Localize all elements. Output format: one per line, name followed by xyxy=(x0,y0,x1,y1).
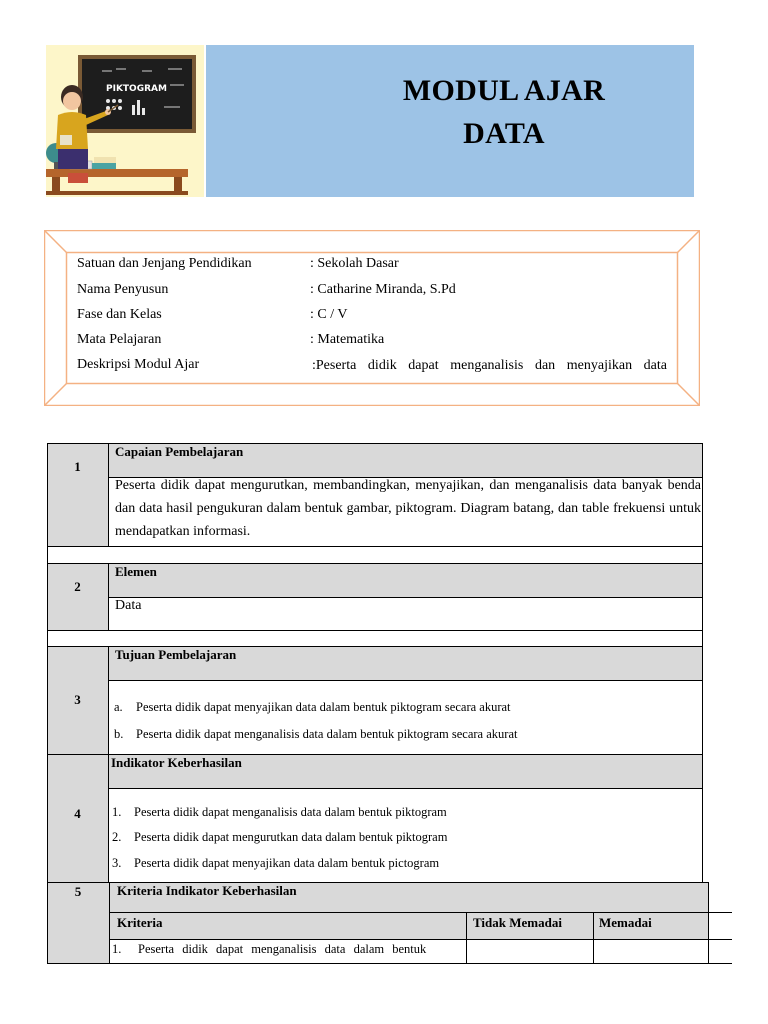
section-number: 4 xyxy=(74,806,81,821)
info-label: Fase dan Kelas xyxy=(77,307,162,322)
info-label: Nama Penyusun xyxy=(77,282,169,297)
list-item: 1. Peserta didik dapat menganalisis data dalam bentuk piktogram xyxy=(112,805,447,819)
section-number: 1 xyxy=(74,459,81,474)
info-description: :Peserta didik dapat menganalisis dan menyajikan data xyxy=(312,358,667,373)
section-number: 3 xyxy=(74,692,81,707)
section-body: Data xyxy=(115,598,142,613)
criteria-row-1: 1. Peserta didik dapat menganalisis data dalam bentuk xyxy=(112,942,427,956)
list-item: b. Peserta didik dapat menganalisis data dalam bentuk piktogram secara akurat xyxy=(114,727,518,741)
adequate-column-header: Memadai xyxy=(599,915,652,930)
number-cell-2 xyxy=(47,563,108,630)
info-label: Satuan dan Jenjang Pendidikan xyxy=(77,256,252,271)
board-text: PIKTOGRAM xyxy=(106,84,167,94)
section-number: 5 xyxy=(74,884,82,899)
list-item: 3. Peserta didik dapat menyajikan data dalam bentuk pictogram xyxy=(112,856,440,870)
section-header: Tujuan Pembelajaran xyxy=(115,647,237,662)
list-item: 2. Peserta didik dapat mengurutkan data dalam bentuk piktogram xyxy=(112,830,448,844)
list-item: a. Peserta didik dapat menyajikan data dalam bentuk piktogram secara akurat xyxy=(114,700,511,714)
title-line-1: MODUL AJAR xyxy=(402,74,606,107)
header-cell-2 xyxy=(108,563,702,597)
info-value: : C / V xyxy=(310,307,348,322)
criteria-column-header: Kriteria xyxy=(117,915,163,930)
section-header: Indikator Keberhasilan xyxy=(111,755,242,770)
section-header: Capaian Pembelajaran xyxy=(115,444,244,459)
info-value: : Catharine Miranda, S.Pd xyxy=(310,282,456,297)
info-label: Deskripsi Modul Ajar xyxy=(77,357,200,372)
info-value: : Matematika xyxy=(310,332,385,347)
section-body: Peserta didik dapat mengurutkan, membandingkan, menyajikan, dan menganalisis data banyak benda dan data hasil pengukuran dalam bentuk gambar, piktogram. Diagram batang, dan table frekuensi untuk mendapatkan informasi. xyxy=(115,478,701,539)
section-header: Elemen xyxy=(115,564,157,579)
info-label: Mata Pelajaran xyxy=(77,332,162,347)
info-value: : Sekolah Dasar xyxy=(310,256,399,271)
title-line-2: DATA xyxy=(463,117,545,150)
section-header: Kriteria Indikator Keberhasilan xyxy=(117,883,297,898)
section-number: 2 xyxy=(74,579,81,594)
not-adequate-column-header: Tidak Memadai xyxy=(473,915,562,930)
